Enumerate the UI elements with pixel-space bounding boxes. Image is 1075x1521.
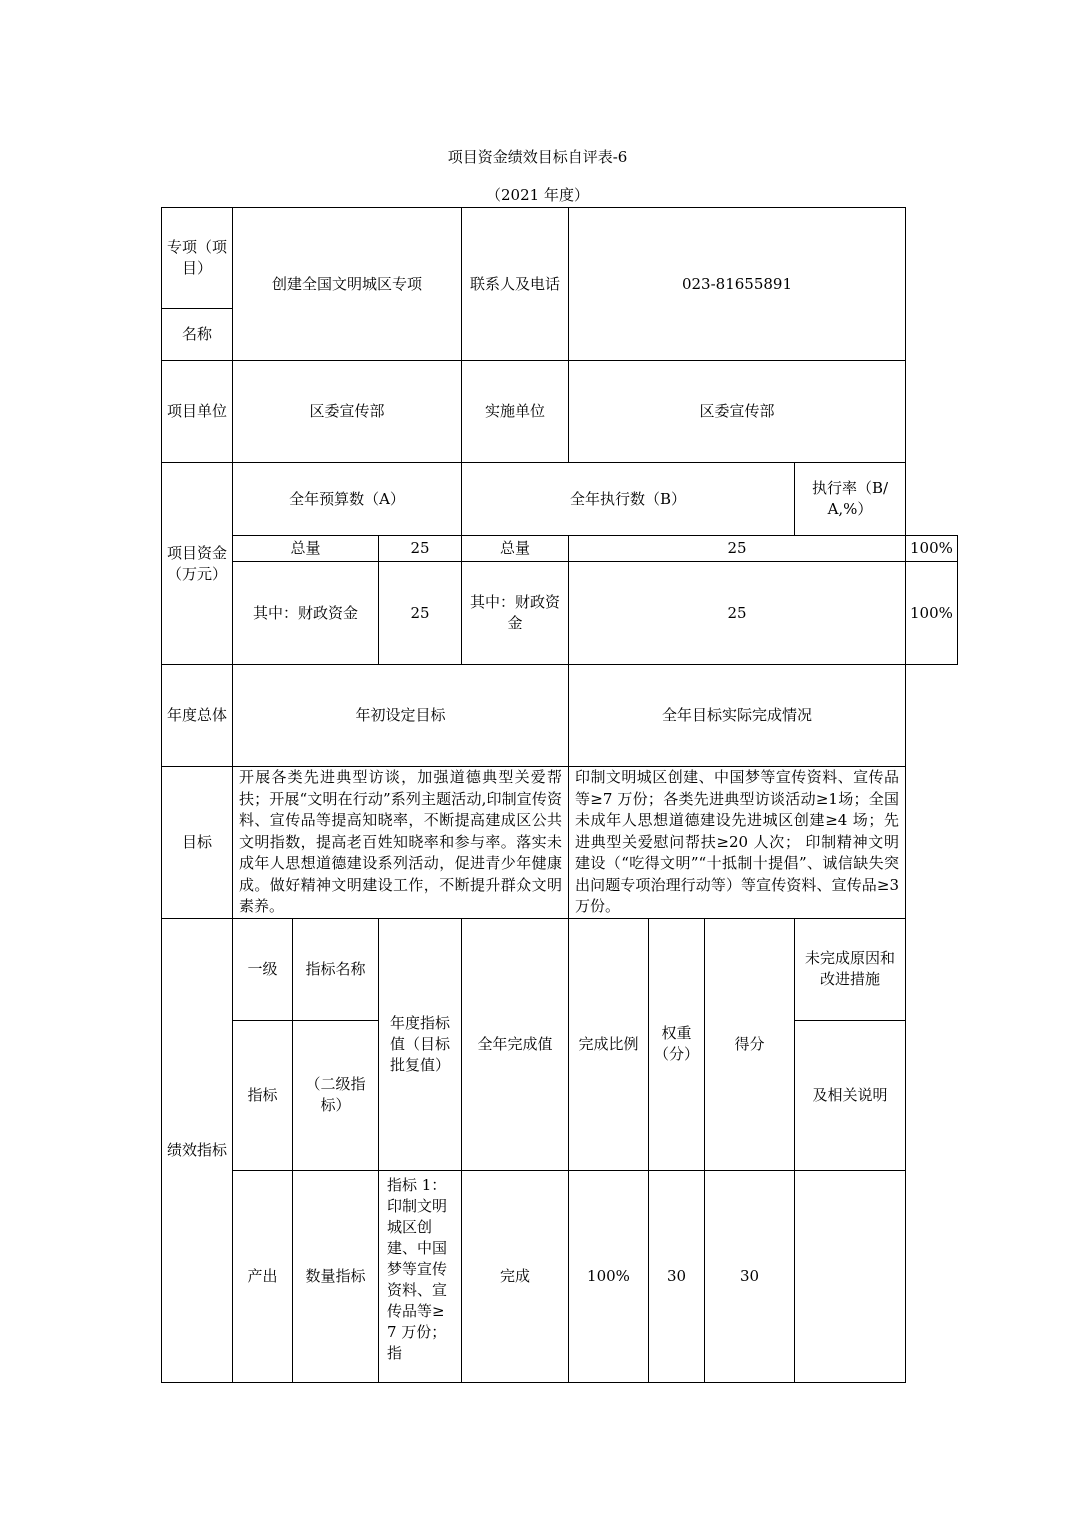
annual-set-header: 年初设定目标 bbox=[233, 665, 569, 767]
row-indicator: 指标 1：印制文明城区创建、中国梦等宣传资料、宣传品等≥7 万份；指 bbox=[379, 1170, 462, 1382]
row-full-value: 完成 bbox=[462, 1170, 569, 1382]
row-weight: 30 bbox=[649, 1170, 705, 1382]
contact-value: 023-81655891 bbox=[569, 208, 906, 361]
exec-header: 全年执行数（B） bbox=[462, 463, 795, 536]
perf-level-index-header: 指标 bbox=[233, 1020, 293, 1170]
goal-set-text: 开展各类先进典型访谈，加强道德典型关爱帮扶；开展“文明在行动”系列主题活动,印制宣传资料、宣传品等提高知晓率，不断提高建成区公共文明指数，提高老百姓知晓率和参与率。落实未成年人思想道德建设系列活动，促进青少年健康成。做好精神文明建设工作，不断提升群众文明素养。 bbox=[233, 767, 569, 919]
unit-value: 区委宣传部 bbox=[233, 361, 462, 463]
project-label-top: 专项（项目） bbox=[162, 208, 233, 309]
funds-label: 项目资金（万元） bbox=[162, 463, 233, 665]
fiscal-rate-value: 100% bbox=[906, 562, 958, 665]
fiscal-exec-value: 25 bbox=[569, 562, 906, 665]
perf-score-header: 得分 bbox=[705, 918, 795, 1170]
total-rate-value: 100% bbox=[906, 536, 958, 562]
goal-label: 目标 bbox=[162, 767, 233, 919]
impl-unit-label: 实施单位 bbox=[462, 361, 569, 463]
fiscal-budget-label: 其中：财政资金 bbox=[233, 562, 379, 665]
row-level1: 产出 bbox=[233, 1170, 293, 1382]
perf-reason-header: 未完成原因和改进措施 bbox=[795, 918, 906, 1020]
goal-actual-text: 印制文明城区创建、中国梦等宣传资料、宣传品等≥7 万份；各类先进典型访谈活动≥1场；全国未成年人思想道德建设先进城区创建≥4 场；先进典型关爱慰问帮扶≥20 人次； 印制精神文明建设（“吃得文明”“十抵制十提倡”、诚信缺失突出问题专项治理行动等）等宣传资料、宣传品≥3 万份。 bbox=[569, 767, 906, 919]
perf-ratio-header: 完成比例 bbox=[569, 918, 649, 1170]
performance-table bbox=[161, 207, 958, 1383]
fiscal-exec-label: 其中：财政资金 bbox=[462, 562, 569, 665]
perf-annual-header: 年度指标值（目标批复值） bbox=[379, 918, 462, 1170]
total-exec-value: 25 bbox=[569, 536, 906, 562]
rate-header: 执行率（B/A,%） bbox=[795, 463, 906, 536]
project-name: 创建全国文明城区专项 bbox=[233, 208, 462, 361]
impl-unit-value: 区委宣传部 bbox=[569, 361, 906, 463]
budget-header: 全年预算数（A） bbox=[233, 463, 462, 536]
perf-label: 绩效指标 bbox=[162, 918, 233, 1382]
document-year: （2021 年度） bbox=[486, 186, 589, 204]
perf-weight-header: 权重（分） bbox=[649, 918, 705, 1170]
perf-name-header: 指标名称 bbox=[293, 918, 379, 1020]
fiscal-budget-value: 25 bbox=[379, 562, 462, 665]
annual-actual-header: 全年目标实际完成情况 bbox=[569, 665, 906, 767]
annual-label: 年度总体 bbox=[162, 665, 233, 767]
unit-label: 项目单位 bbox=[162, 361, 233, 463]
row-level2: 数量指标 bbox=[293, 1170, 379, 1382]
total-budget-label: 总量 bbox=[233, 536, 379, 562]
total-budget-value: 25 bbox=[379, 536, 462, 562]
row-reason bbox=[795, 1170, 906, 1382]
document-title: 项目资金绩效目标自评表-6 bbox=[447, 148, 628, 166]
project-label-bottom: 名称 bbox=[162, 309, 233, 361]
total-exec-label: 总量 bbox=[462, 536, 569, 562]
perf-full-header: 全年完成值 bbox=[462, 918, 569, 1170]
perf-level1-header: 一级 bbox=[233, 918, 293, 1020]
perf-desc-header: 及相关说明 bbox=[795, 1020, 906, 1170]
row-score: 30 bbox=[705, 1170, 795, 1382]
contact-label: 联系人及电话 bbox=[462, 208, 569, 361]
perf-level2-header: （二级指标） bbox=[293, 1020, 379, 1170]
row-ratio: 100% bbox=[569, 1170, 649, 1382]
